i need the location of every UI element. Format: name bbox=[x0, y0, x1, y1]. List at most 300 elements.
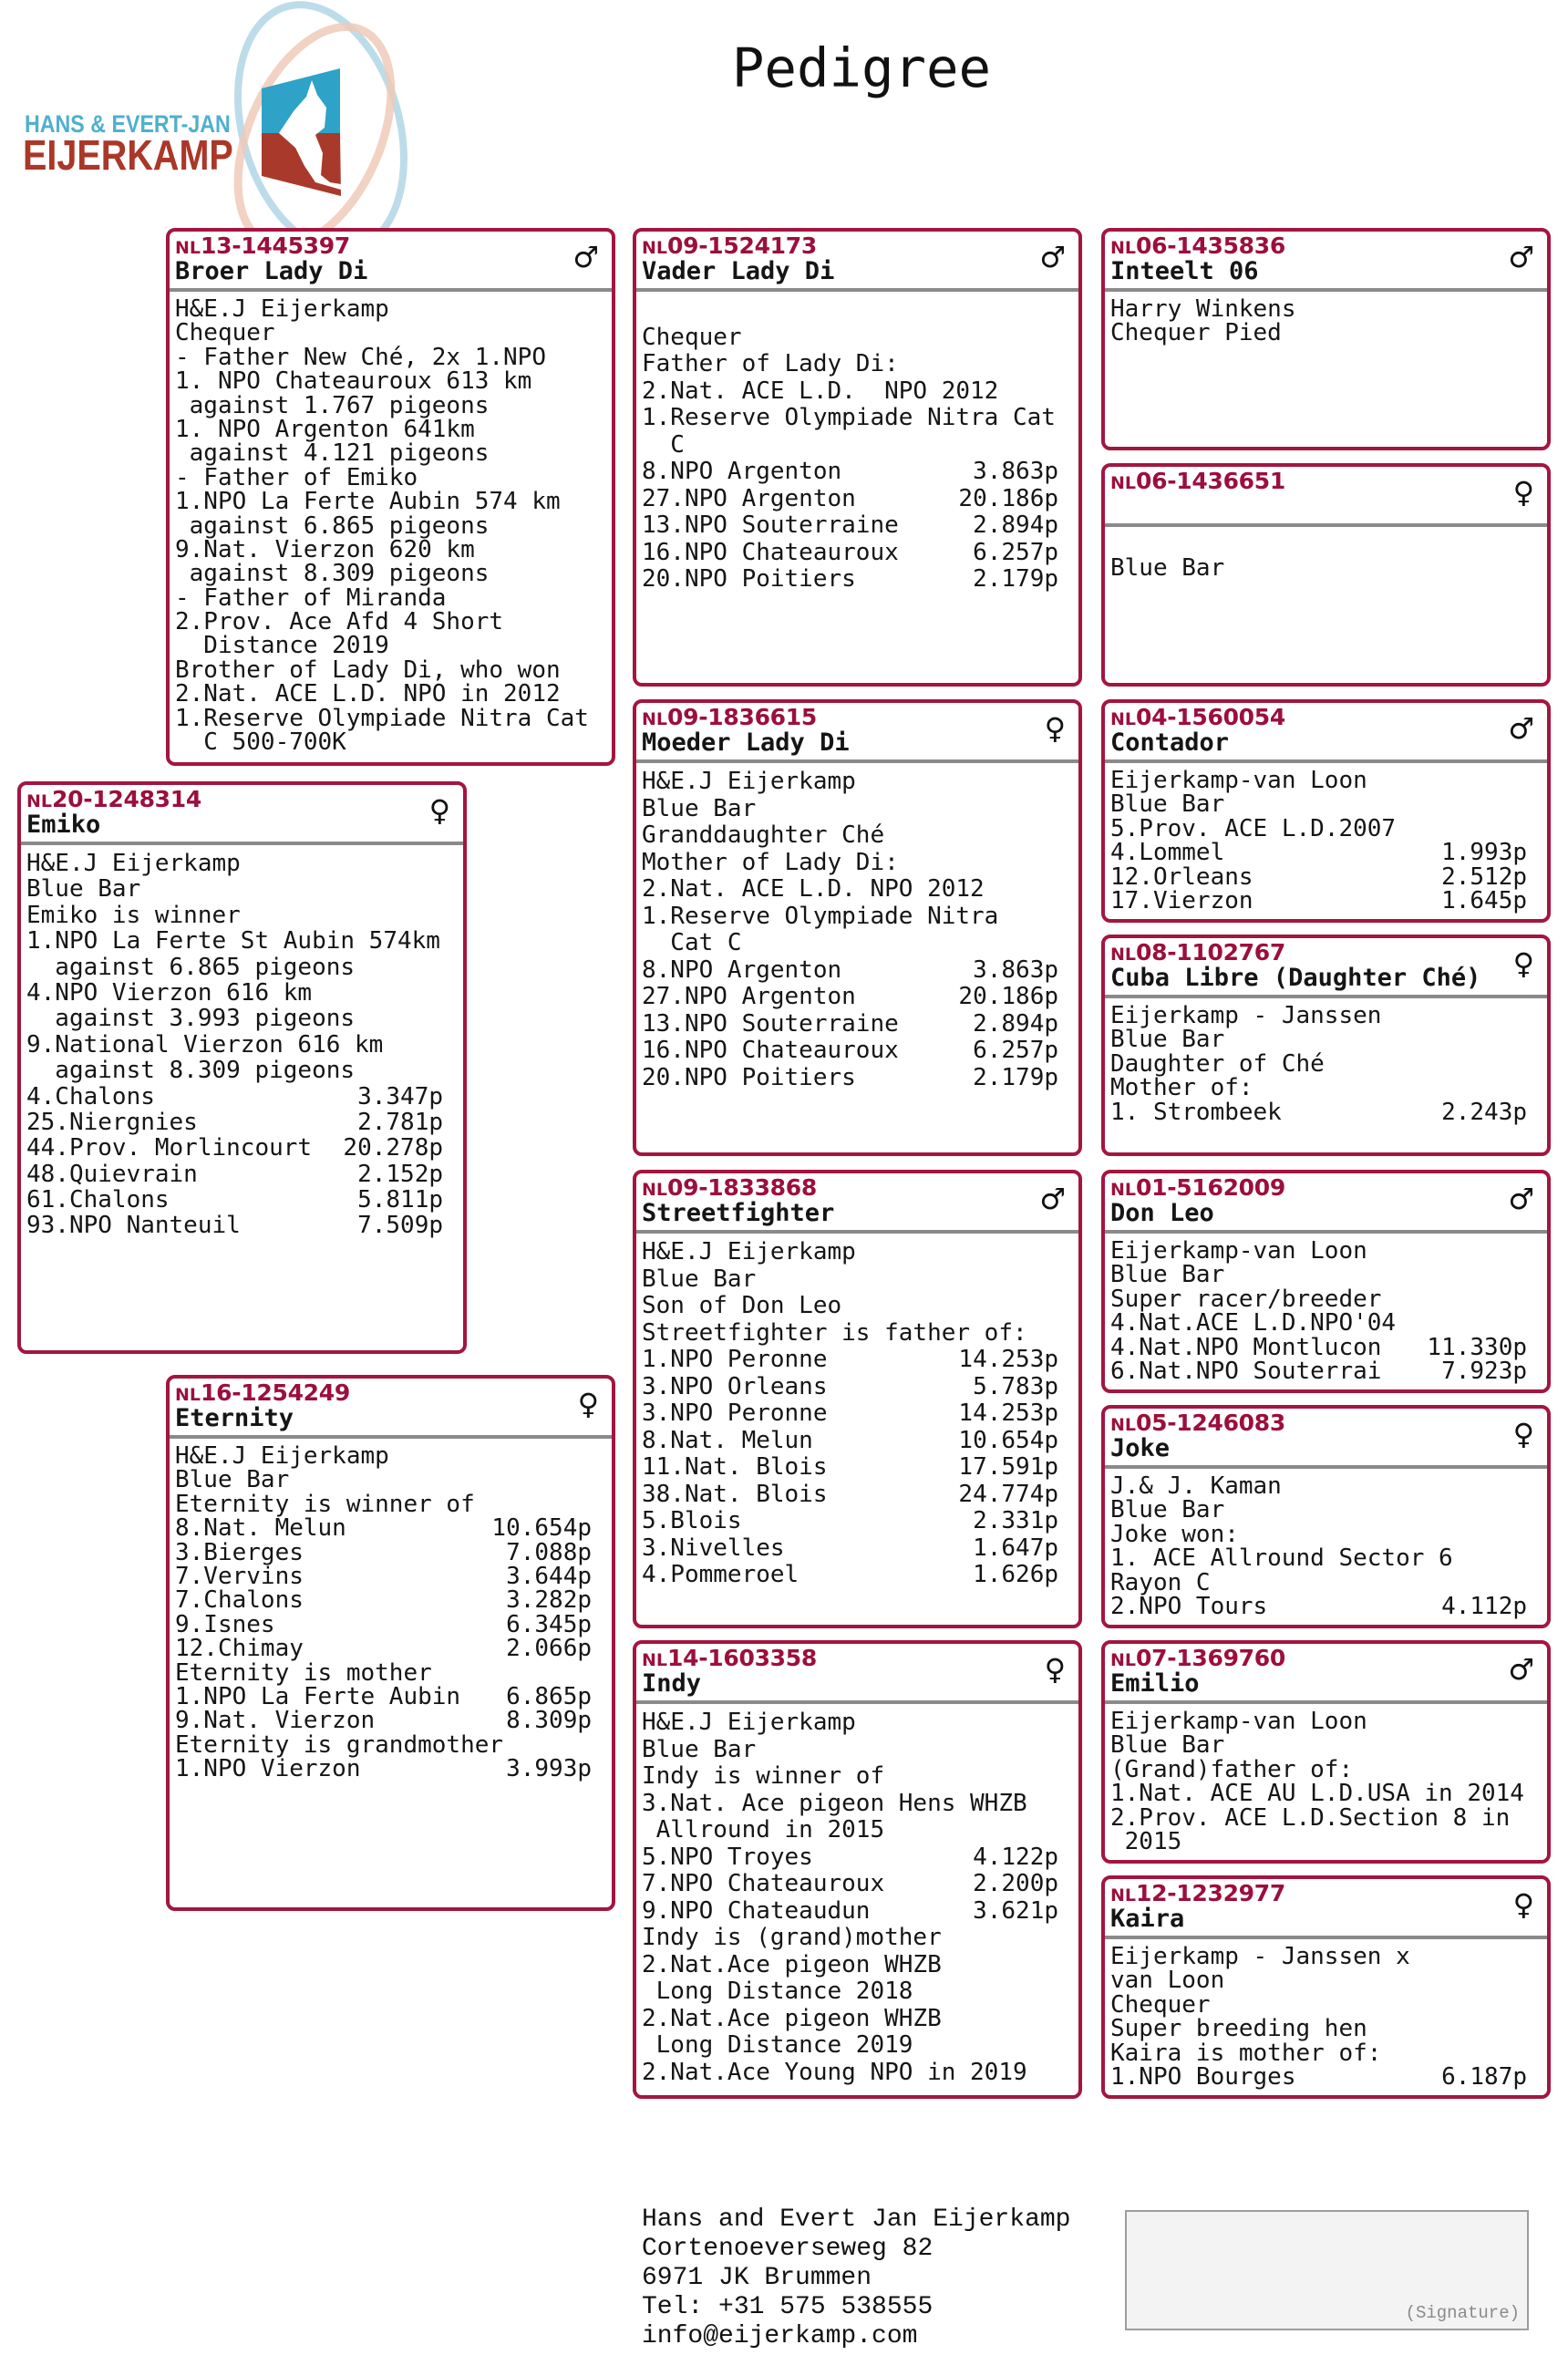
line-text: Joke won: bbox=[1110, 1520, 1239, 1548]
card-details bbox=[1105, 763, 1547, 913]
male-icon: ♂ bbox=[1508, 1182, 1534, 1216]
detail-line bbox=[1110, 814, 1527, 842]
line-text: Distance 2019 bbox=[175, 632, 389, 660]
line-text: Brother of Lady Di, who won bbox=[175, 656, 561, 684]
detail-line bbox=[1110, 532, 1527, 556]
line-text: 1.Nat. ACE AU L.D.USA in 2014 bbox=[1110, 1780, 1524, 1808]
line-text: Eijerkamp - Janssen bbox=[1110, 1002, 1382, 1029]
ring-number bbox=[1110, 1175, 1547, 1201]
result-row bbox=[1110, 862, 1527, 891]
line-text: 4.Lommel bbox=[1110, 839, 1225, 867]
result-row bbox=[642, 1898, 1058, 1926]
detail-line bbox=[642, 876, 1058, 904]
card-header bbox=[636, 1173, 1078, 1234]
detail-line bbox=[175, 728, 592, 757]
pigeon-count: 14.253p bbox=[958, 1400, 1058, 1427]
ring-number bbox=[175, 1380, 612, 1406]
line-text: 1.Reserve Olympiade Nitra Cat bbox=[642, 404, 1056, 431]
line-text: 27.NPO Argenton bbox=[642, 983, 856, 1010]
ring-country-code: NL bbox=[642, 709, 668, 729]
pigeon-count: 3.993p bbox=[506, 1755, 592, 1783]
line-text: 20.NPO Poitiers bbox=[642, 1063, 856, 1091]
result-row bbox=[642, 512, 1058, 540]
line-text: Blue Bar bbox=[175, 1466, 290, 1494]
line-text: 2.Nat. ACE L.D. NPO 2012 bbox=[642, 377, 999, 405]
pigeon-name: Indy bbox=[642, 1669, 702, 1698]
line-text: - Father of Emiko bbox=[175, 463, 418, 491]
line-text: Blue Bar bbox=[26, 875, 141, 904]
detail-line bbox=[642, 1817, 1058, 1844]
result-row bbox=[642, 957, 1058, 985]
detail-line bbox=[642, 432, 1058, 460]
line-text: Blue Bar bbox=[1110, 1731, 1225, 1760]
line-text: 27.NPO Argenton bbox=[642, 484, 856, 512]
detail-line bbox=[642, 904, 1058, 931]
result-row bbox=[175, 1707, 592, 1735]
pigeon-count: 6.257p bbox=[973, 1037, 1058, 1064]
pigeon-count: 2.243p bbox=[1441, 1098, 1527, 1126]
line-text: Emiko is winner bbox=[26, 901, 241, 929]
result-row bbox=[1110, 839, 1527, 867]
detail-line bbox=[1110, 1076, 1527, 1100]
female-icon: ♀ bbox=[1512, 1417, 1534, 1451]
page-title: Pedigree bbox=[731, 36, 992, 99]
pigeon-card bbox=[633, 228, 1082, 687]
ring-digits: 09-1524173 bbox=[667, 232, 817, 259]
line-text: 4.Nat.ACE L.D.NPO'04 bbox=[1110, 1309, 1397, 1338]
line-text: Blue Bar bbox=[1110, 554, 1225, 583]
line-text: Father of Lady Di: bbox=[642, 350, 899, 377]
card-details bbox=[1105, 1704, 1547, 1854]
line-text: 1.NPO Bourges bbox=[1110, 2062, 1296, 2091]
line-text: Indy is (grand)mother bbox=[642, 1924, 942, 1951]
line-text: 9.Nat. Vierzon bbox=[175, 1707, 376, 1735]
detail-line bbox=[175, 1490, 592, 1518]
card-details bbox=[170, 292, 612, 757]
pigeon-name: Broer Lady Di bbox=[175, 257, 368, 285]
card-header bbox=[1105, 1173, 1547, 1234]
detail-line bbox=[175, 321, 592, 345]
pigeon-name bbox=[1110, 494, 1547, 520]
line-text: 3.Bierges bbox=[175, 1538, 304, 1566]
detail-line bbox=[175, 511, 592, 540]
female-icon: ♀ bbox=[1512, 946, 1534, 981]
pigeon-count: 2.894p bbox=[973, 511, 1058, 539]
line-text: Chequer bbox=[175, 319, 275, 347]
line-text: Rayon C bbox=[1110, 1568, 1211, 1596]
detail-line bbox=[175, 560, 592, 588]
pigeon-count: 2.512p bbox=[1441, 862, 1527, 891]
ring-country-code: NL bbox=[175, 1385, 201, 1405]
line-text: 16.NPO Chateauroux bbox=[642, 538, 899, 566]
line-text: 8.NPO Argenton bbox=[642, 458, 842, 485]
ring-country-code: NL bbox=[1110, 709, 1137, 729]
line-text: 1.NPO La Ferte St Aubin 574km bbox=[26, 927, 440, 955]
line-text: Super breeding hen bbox=[1110, 2015, 1367, 2043]
line-text: Super racer/breeder bbox=[1110, 1285, 1382, 1313]
male-icon: ♂ bbox=[1039, 1182, 1066, 1216]
ring-number bbox=[642, 705, 1078, 730]
result-row bbox=[26, 1162, 443, 1187]
result-row bbox=[175, 1757, 592, 1781]
line-text: 2.Nat.Ace pigeon WHZB bbox=[642, 2004, 942, 2032]
line-text: 9.Nat. Vierzon 620 km bbox=[175, 535, 475, 563]
card-header bbox=[1105, 232, 1547, 292]
line-text: 16.NPO Chateauroux bbox=[642, 1037, 899, 1064]
line-text: 3.Nat. Ace pigeon Hens WHZB bbox=[642, 1789, 1027, 1817]
ring-country-code: NL bbox=[1110, 1180, 1137, 1200]
result-row bbox=[642, 1011, 1058, 1038]
detail-line bbox=[175, 1658, 592, 1687]
card-details bbox=[170, 1439, 612, 1781]
detail-line bbox=[175, 488, 592, 516]
female-icon: ♀ bbox=[1512, 475, 1534, 510]
line-text: - Father New Ché, 2x 1.NPO bbox=[175, 343, 546, 371]
line-text: 1. Strombeek bbox=[1110, 1098, 1282, 1126]
detail-line bbox=[26, 955, 443, 980]
female-icon: ♀ bbox=[577, 1387, 599, 1421]
pigeon-count: 6.865p bbox=[506, 1682, 592, 1710]
detail-line bbox=[642, 1293, 1058, 1320]
line-text: Mother of: bbox=[1110, 1074, 1253, 1102]
line-text: 7.Vervins bbox=[175, 1562, 304, 1590]
pigeon-count: 2.200p bbox=[973, 1870, 1058, 1897]
line-text: 4.NPO Vierzon 616 km bbox=[26, 978, 313, 1007]
pigeon-count: 2.781p bbox=[357, 1108, 443, 1136]
detail-line bbox=[642, 2032, 1058, 2060]
ring-digits: 08-1102767 bbox=[1136, 939, 1285, 966]
line-text: - Father of Miranda bbox=[175, 584, 447, 612]
line-text: Blue Bar bbox=[1110, 1261, 1225, 1289]
result-row bbox=[26, 1110, 443, 1135]
line-text: 8.NPO Argenton bbox=[642, 955, 842, 984]
pigeon-name: Eternity bbox=[175, 1404, 294, 1432]
pigeon-count: 3.644p bbox=[506, 1562, 592, 1590]
pigeon-card bbox=[1101, 935, 1551, 1156]
ring-digits: 13-1445397 bbox=[201, 232, 350, 259]
male-icon: ♂ bbox=[1508, 711, 1534, 746]
detail-line bbox=[175, 658, 592, 682]
detail-line bbox=[1110, 321, 1527, 345]
detail-line bbox=[1110, 790, 1527, 819]
line-text: 2.Prov. ACE L.D.Section 8 in bbox=[1110, 1803, 1511, 1832]
ring-digits: 14-1603358 bbox=[667, 1645, 817, 1671]
ring-number bbox=[1110, 940, 1547, 966]
signature-label: (Signature) bbox=[1405, 2303, 1520, 2323]
line-text: C 500-700K bbox=[175, 728, 346, 757]
detail-line bbox=[175, 1444, 592, 1468]
line-text: 6.Nat.NPO Souterrai bbox=[1110, 1357, 1382, 1385]
ring-digits: 07-1369760 bbox=[1136, 1645, 1285, 1671]
line-text: 1.NPO La Ferte Aubin bbox=[175, 1682, 461, 1710]
result-row bbox=[642, 984, 1058, 1011]
line-text: 9.Isnes bbox=[175, 1610, 275, 1638]
pigeon-name: Inteelt 06 bbox=[1110, 257, 1259, 285]
result-row bbox=[1110, 886, 1527, 914]
line-text: Blue Bar bbox=[1110, 1026, 1225, 1054]
detail-line bbox=[175, 586, 592, 610]
detail-line bbox=[642, 1791, 1058, 1818]
result-row bbox=[642, 1347, 1058, 1374]
result-row bbox=[642, 1562, 1058, 1589]
result-row bbox=[26, 1084, 443, 1110]
detail-line bbox=[1110, 1568, 1527, 1596]
line-text: 5.NPO Troyes bbox=[642, 1843, 813, 1871]
detail-line bbox=[1110, 1803, 1527, 1832]
detail-line bbox=[175, 297, 592, 321]
detail-line bbox=[26, 903, 443, 928]
line-text: Harry Winkens bbox=[1110, 295, 1296, 323]
pigeon-count: 1.645p bbox=[1441, 886, 1527, 914]
pigeon-name: Emilio bbox=[1110, 1669, 1200, 1698]
female-icon: ♀ bbox=[428, 793, 450, 828]
line-text: Daughter of Ché bbox=[1110, 1049, 1325, 1078]
detail-line bbox=[642, 2006, 1058, 2033]
ring-number bbox=[26, 787, 463, 812]
line-text: Blue Bar bbox=[642, 1735, 757, 1763]
pigeon-card bbox=[1101, 1170, 1551, 1393]
line-text: against 8.309 pigeons bbox=[175, 560, 490, 588]
line-text: 2015 bbox=[1110, 1827, 1182, 1855]
result-row bbox=[1110, 2062, 1527, 2091]
line-text: Blue Bar bbox=[1110, 790, 1225, 819]
detail-line bbox=[26, 851, 443, 876]
line-text: against 1.767 pigeons bbox=[175, 391, 490, 419]
pigeon-count: 1.993p bbox=[1441, 839, 1527, 867]
card-header bbox=[1105, 1409, 1547, 1469]
detail-line bbox=[642, 850, 1058, 877]
line-text: Cat C bbox=[642, 929, 742, 956]
result-row bbox=[642, 1508, 1058, 1535]
detail-line bbox=[642, 2060, 1058, 2087]
result-row bbox=[642, 1065, 1058, 1092]
ring-digits: 06-1436651 bbox=[1136, 468, 1285, 494]
detail-line bbox=[642, 1978, 1058, 2006]
ring-country-code: NL bbox=[1110, 238, 1137, 258]
card-header bbox=[1105, 467, 1547, 527]
detail-line bbox=[1110, 1026, 1527, 1054]
detail-line bbox=[1110, 1498, 1527, 1522]
line-text: 13.NPO Souterraine bbox=[642, 1009, 899, 1038]
result-row bbox=[175, 1538, 592, 1566]
ring-number bbox=[642, 1175, 1078, 1201]
detail-line bbox=[1110, 2015, 1527, 2043]
pigeon-count: 8.309p bbox=[506, 1707, 592, 1735]
detail-line bbox=[175, 1730, 592, 1759]
detail-line bbox=[175, 632, 592, 660]
pigeon-count: 10.654p bbox=[491, 1514, 592, 1543]
line-text: 1.NPO La Ferte Aubin 574 km bbox=[175, 488, 561, 516]
ring-digits: 16-1254249 bbox=[201, 1379, 350, 1406]
address-name: Hans and Evert Jan Eijerkamp bbox=[642, 2205, 1071, 2234]
pigeon-name: Vader Lady Di bbox=[642, 257, 835, 285]
line-text: 93.NPO Nanteuil bbox=[26, 1212, 241, 1240]
line-text: Eijerkamp-van Loon bbox=[1110, 1708, 1367, 1735]
line-text: Chequer Pied bbox=[1110, 319, 1282, 347]
female-icon: ♀ bbox=[1044, 1652, 1066, 1687]
result-row bbox=[26, 1213, 443, 1238]
detail-line bbox=[642, 351, 1058, 378]
detail-line bbox=[175, 535, 592, 563]
result-row bbox=[26, 1135, 443, 1161]
card-header bbox=[636, 703, 1078, 763]
pigeon-count: 4.122p bbox=[973, 1843, 1058, 1871]
detail-line bbox=[26, 876, 443, 902]
line-text: 1. ACE Allround Sector 6 bbox=[1110, 1544, 1453, 1573]
pigeon-card bbox=[166, 228, 615, 766]
line-text: J.& J. Kaman bbox=[1110, 1472, 1282, 1500]
line-text: Chequer bbox=[642, 323, 742, 351]
line-text: 7.NPO Chateauroux bbox=[642, 1870, 885, 1897]
detail-line bbox=[642, 1266, 1058, 1294]
line-text: 3.Nivelles bbox=[642, 1534, 785, 1562]
male-icon: ♂ bbox=[1039, 240, 1066, 274]
female-icon: ♀ bbox=[1512, 1887, 1534, 1922]
line-text: Indy is winner of bbox=[642, 1762, 885, 1790]
line-text: Eternity is grandmother bbox=[175, 1730, 504, 1759]
result-row bbox=[642, 1428, 1058, 1455]
card-header bbox=[636, 1644, 1078, 1704]
detail-line bbox=[1110, 1520, 1527, 1548]
pigeon-card bbox=[633, 1640, 1082, 2099]
pigeon-count: 3.347p bbox=[357, 1082, 443, 1110]
line-text: H&E.J Eijerkamp bbox=[175, 1442, 389, 1470]
result-row bbox=[642, 1871, 1058, 1898]
line-text: against 4.121 pigeons bbox=[175, 439, 490, 468]
pigeon-card bbox=[166, 1375, 615, 1911]
result-row bbox=[642, 1374, 1058, 1401]
card-details bbox=[1105, 527, 1547, 581]
line-text: H&E.J Eijerkamp bbox=[26, 850, 241, 877]
card-header bbox=[170, 232, 612, 292]
breeder-address bbox=[642, 2205, 1070, 2351]
pigeon-name: Streetfighter bbox=[642, 1199, 835, 1227]
line-text: Eijerkamp-van Loon bbox=[1110, 1237, 1367, 1265]
pigeon-count: 6.187p bbox=[1441, 2062, 1527, 2091]
detail-line bbox=[642, 297, 1058, 325]
detail-line bbox=[26, 1032, 443, 1058]
ring-country-code: NL bbox=[1110, 1415, 1137, 1435]
pigeon-count: 7.509p bbox=[357, 1212, 443, 1240]
address-email[interactable]: info@eijerkamp.com bbox=[642, 2322, 918, 2350]
pigeon-count: 5.811p bbox=[357, 1186, 443, 1214]
pigeon-count: 7.088p bbox=[506, 1538, 592, 1566]
pigeon-card bbox=[1101, 1405, 1551, 1628]
line-text: 2.Nat.Ace Young NPO in 2019 bbox=[642, 2058, 1027, 2086]
ring-digits: 09-1836615 bbox=[667, 704, 817, 730]
detail-line bbox=[1110, 1261, 1527, 1289]
line-text: 9.National Vierzon 616 km bbox=[26, 1030, 384, 1059]
line-text: 3.NPO Peronne bbox=[642, 1400, 828, 1427]
line-text: Blue Bar bbox=[1110, 1496, 1225, 1524]
line-text: 2.Nat. ACE L.D. NPO 2012 bbox=[642, 875, 985, 903]
detail-line bbox=[175, 367, 592, 396]
pigeon-card bbox=[633, 699, 1082, 1156]
ring-country-code: NL bbox=[1110, 473, 1137, 493]
pigeon-count: 4.112p bbox=[1441, 1592, 1527, 1620]
pigeon-card bbox=[1101, 1640, 1551, 1864]
detail-line bbox=[1110, 1755, 1527, 1783]
female-icon: ♀ bbox=[1044, 711, 1066, 746]
detail-line bbox=[1110, 1990, 1527, 2019]
pigeon-count: 6.345p bbox=[506, 1610, 592, 1638]
result-row bbox=[1110, 1359, 1527, 1383]
line-text: Kaira is mother of: bbox=[1110, 2039, 1382, 2067]
detail-line bbox=[175, 704, 592, 732]
ring-number bbox=[175, 233, 612, 259]
ring-number bbox=[1110, 1646, 1547, 1671]
detail-line bbox=[26, 928, 443, 954]
ring-country-code: NL bbox=[1110, 1885, 1137, 1906]
pigeon-count: 3.282p bbox=[506, 1586, 592, 1615]
line-text: 1. NPO Argenton 641km bbox=[175, 415, 475, 443]
detail-line bbox=[1110, 1780, 1527, 1808]
pigeon-count: 5.783p bbox=[973, 1372, 1058, 1400]
result-row bbox=[642, 1482, 1058, 1509]
ring-digits: 04-1560054 bbox=[1136, 704, 1285, 730]
ring-country-code: NL bbox=[642, 1180, 668, 1200]
result-row bbox=[1110, 1100, 1527, 1124]
ring-number bbox=[642, 233, 1078, 259]
result-row bbox=[1110, 1333, 1527, 1361]
line-text: Eternity is winner of bbox=[175, 1490, 475, 1518]
ring-number bbox=[1110, 233, 1547, 259]
pigeon-count: 6.257p bbox=[973, 538, 1058, 566]
line-text: 8.Nat. Melun bbox=[175, 1514, 346, 1543]
ring-number bbox=[1110, 1881, 1547, 1906]
line-text: Eijerkamp - Janssen x bbox=[1110, 1943, 1410, 1970]
card-details bbox=[1105, 1939, 1547, 2089]
ring-number bbox=[1110, 1410, 1547, 1436]
detail-line bbox=[1110, 1239, 1527, 1263]
detail-line bbox=[642, 1737, 1058, 1764]
detail-line bbox=[642, 1925, 1058, 1952]
line-text: 2.Nat.Ace pigeon WHZB bbox=[642, 1950, 942, 1978]
pigeon-card bbox=[633, 1170, 1082, 1628]
detail-line bbox=[642, 1239, 1058, 1266]
pigeon-count: 3.863p bbox=[973, 458, 1058, 485]
pigeon-name: Emiko bbox=[26, 811, 101, 839]
line-text: 1. NPO Chateauroux 613 km bbox=[175, 367, 532, 396]
card-details bbox=[1105, 1234, 1547, 1383]
ring-number bbox=[642, 1646, 1078, 1671]
pigeon-name: Joke bbox=[1110, 1434, 1171, 1462]
line-text: 12.Orleans bbox=[1110, 862, 1253, 891]
line-text: 2.NPO Tours bbox=[1110, 1592, 1268, 1620]
line-text: 20.NPO Poitiers bbox=[642, 565, 856, 593]
line-text: 1.Reserve Olympiade Nitra Cat bbox=[175, 704, 589, 732]
card-details bbox=[1105, 1469, 1547, 1618]
line-text: 4.Chalons bbox=[26, 1082, 155, 1110]
line-text: Blue Bar bbox=[642, 1265, 757, 1293]
pigeon-name: Cuba Libre (Daughter Ché) bbox=[1110, 964, 1481, 992]
ring-country-code: NL bbox=[175, 238, 201, 258]
card-details bbox=[21, 845, 463, 1239]
male-icon: ♂ bbox=[1508, 1652, 1534, 1687]
detail-line bbox=[1110, 1049, 1527, 1078]
pigeon-name: Contador bbox=[1110, 728, 1230, 757]
line-text: 3.NPO Orleans bbox=[642, 1372, 828, 1400]
card-header bbox=[1105, 1879, 1547, 1939]
result-row bbox=[1110, 1592, 1527, 1620]
pigeon-count: 3.621p bbox=[973, 1896, 1058, 1925]
ring-digits: 12-1232977 bbox=[1136, 1880, 1285, 1906]
card-details bbox=[636, 763, 1078, 1091]
line-text: 17.Vierzon bbox=[1110, 886, 1253, 914]
card-details bbox=[636, 292, 1078, 594]
ring-digits: 06-1435836 bbox=[1136, 232, 1285, 259]
ring-country-code: NL bbox=[26, 791, 53, 811]
